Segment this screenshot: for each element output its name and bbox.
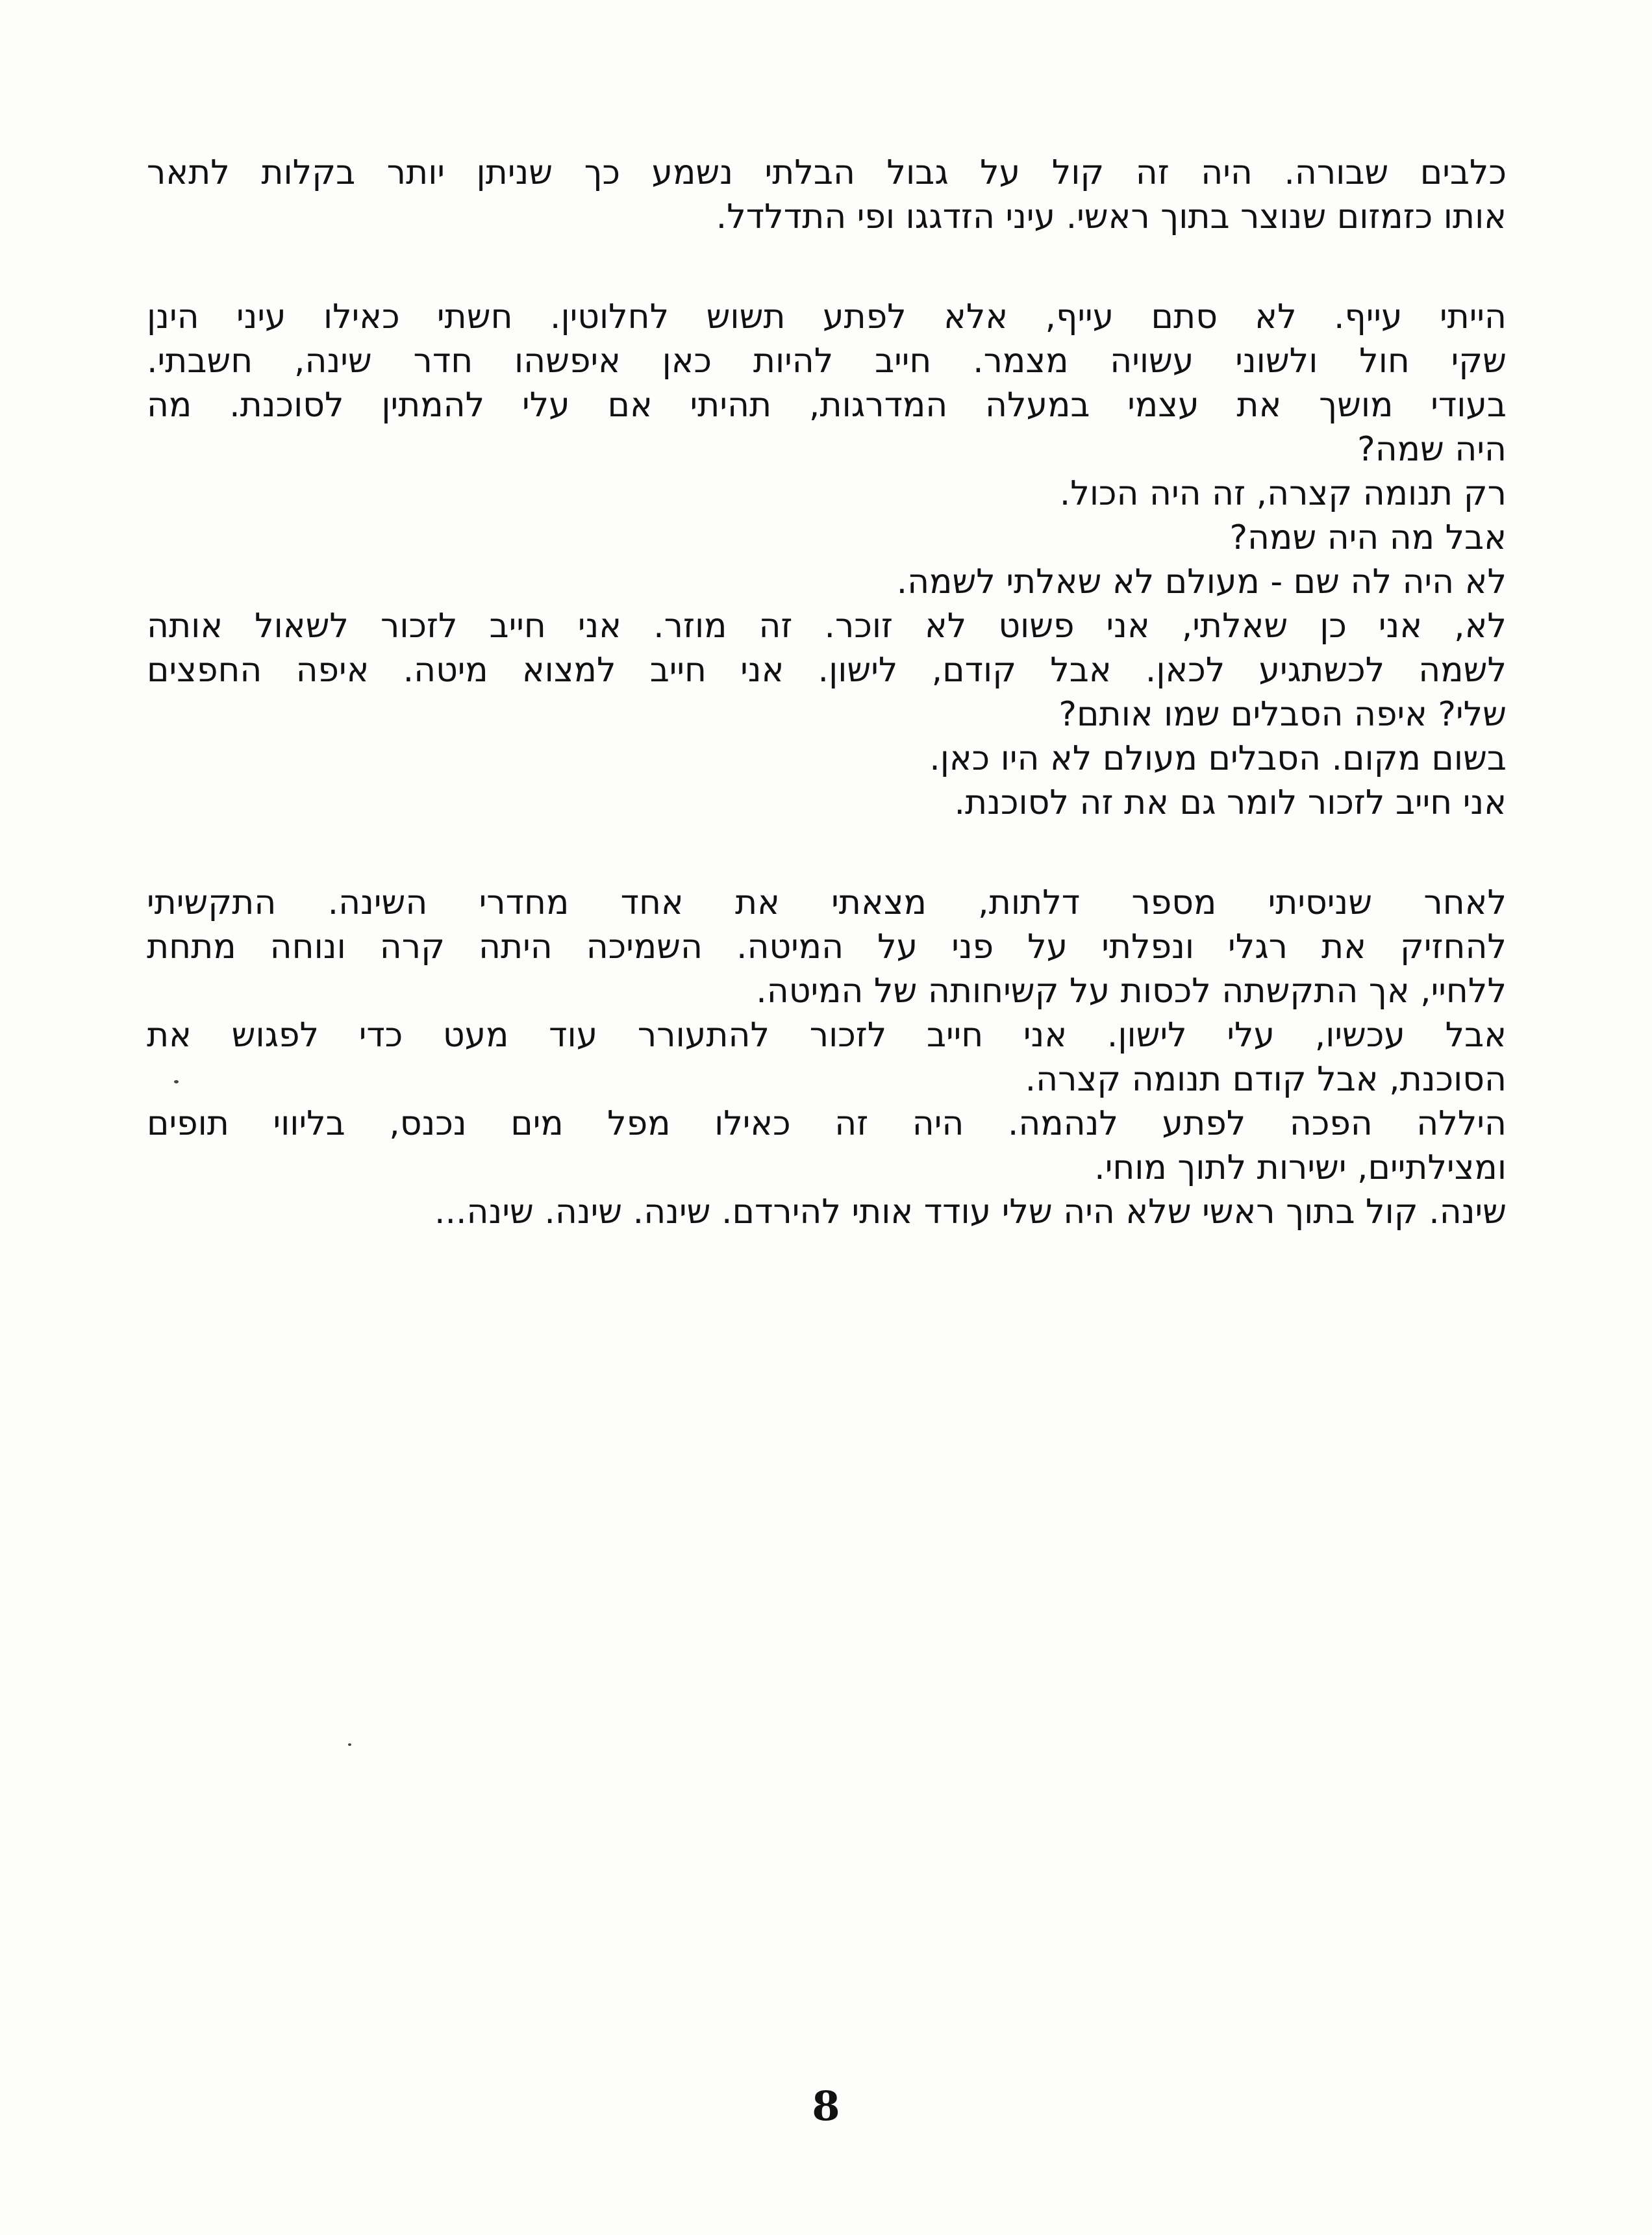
page-number: 8 xyxy=(812,2082,840,2130)
text-line: שלי? איפה הסבלים שמו אותם? xyxy=(1058,695,1507,734)
paper-speck xyxy=(348,1743,351,1746)
text-line: לא היה לה שם - מעולם לא שאלתי לשמה. xyxy=(896,562,1507,601)
text-line: ללחיי, אך התקשתה לכסות על קשיחותה של המיטה. xyxy=(756,972,1507,1011)
text-line: לאחר שניסיתי מספר דלתות, מצאתי את אחד מחדרי השינה. התקשיתי xyxy=(147,883,1507,922)
text-line: להחזיק את רגלי ונפלתי על פני על המיטה. השמיכה היתה קרה ונוחה מתחת xyxy=(147,928,1507,966)
text-line: אבל עכשיו, עלי לישון. אני חייב לזכור להתעורר עוד מעט כדי לפגוש את xyxy=(147,1016,1507,1055)
text-line: אבל מה היה שמה? xyxy=(1229,518,1507,557)
paragraph xyxy=(147,881,1507,1234)
text-line: היללה הפכה לפתע לנהמה. היה זה כאילו מפל מים נכנס, בליווי תופים xyxy=(147,1104,1507,1143)
text-line: אותו כזמזום שנוצר בתוך ראשי. עיני הזדגגו ופי התדלדל. xyxy=(716,197,1507,236)
page-body-text xyxy=(147,151,1507,1290)
text-line: כלבים שבורה. היה זה קול על גבול הבלתי נשמע כך שניתן יותר בקלות לתאר xyxy=(147,153,1507,192)
paragraph xyxy=(147,295,1507,825)
text-line: רק תנומה קצרה, זה היה הכול. xyxy=(1059,474,1507,513)
text-line: לא, אני כן שאלתי, אני פשוט לא זוכר. זה מוזר. אני חייב לזכור לשאול אותה xyxy=(147,607,1507,646)
text-line: הסוכנת, אבל קודם תנומה קצרה. xyxy=(1025,1060,1507,1099)
text-line: ומצילתיים, ישירות לתוך מוחי. xyxy=(1094,1148,1507,1187)
paragraph xyxy=(147,151,1507,239)
text-line: שקי חול ולשוני עשויה מצמר. חייב להיות כאן איפשהו חדר שינה, חשבתי. xyxy=(147,342,1507,381)
text-line: בשום מקום. הסבלים מעולם לא היו כאן. xyxy=(929,739,1507,778)
text-line: שינה. קול בתוך ראשי שלא היה שלי עודד אותי להירדם. שינה. שינה. שינה... xyxy=(434,1193,1507,1231)
text-line: אני חייב לזכור לומר גם את זה לסוכנת. xyxy=(954,783,1507,822)
text-line: הייתי עייף. לא סתם עייף, אלא לפתע תשוש לחלוטין. חשתי כאילו עיני הינן xyxy=(147,297,1507,336)
paper-speck xyxy=(174,1080,179,1083)
text-line: בעודי מושך את עצמי במעלה המדרגות, תהיתי אם עלי להמתין לסוכנת. מה xyxy=(147,386,1507,425)
text-line: היה שמה? xyxy=(1357,430,1507,469)
text-line: לשמה לכשתגיע לכאן. אבל קודם, לישון. אני חייב למצוא מיטה. איפה החפצים xyxy=(147,651,1507,690)
